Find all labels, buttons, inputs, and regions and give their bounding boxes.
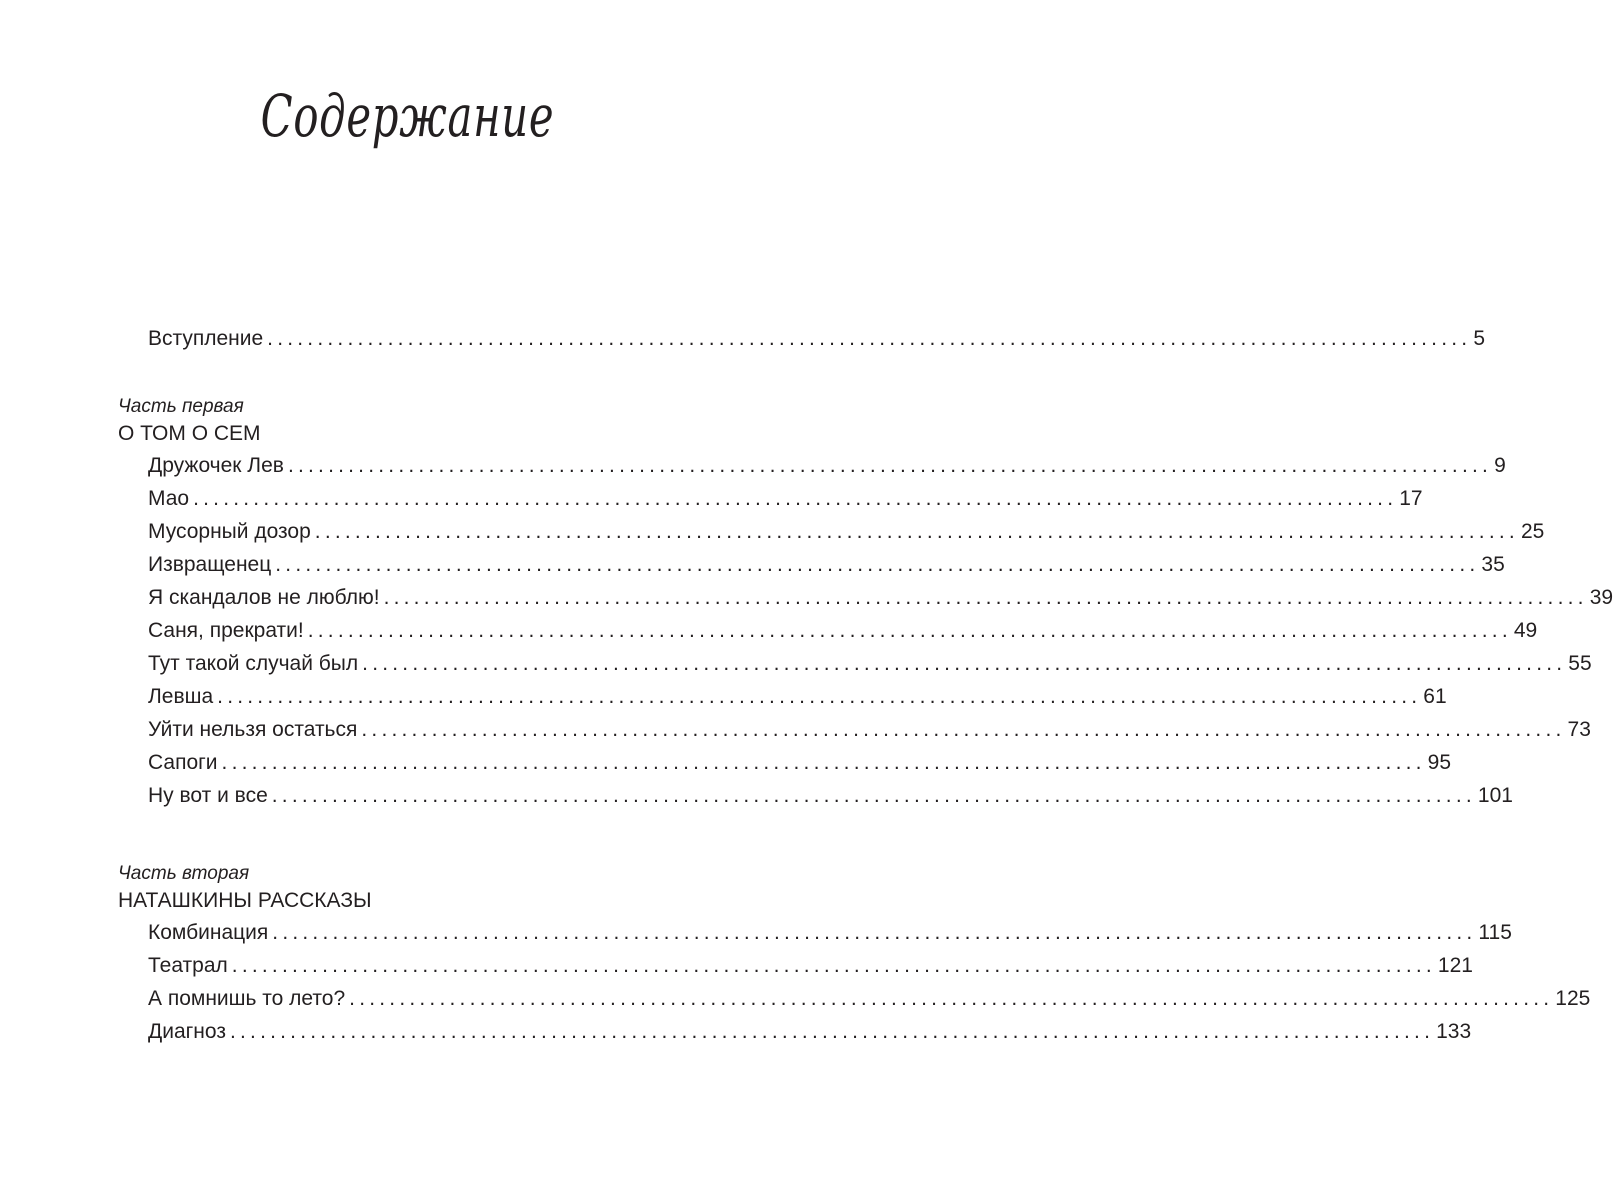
toc-entry-page: 25	[1520, 520, 1545, 543]
toc-entry-page: 95	[1427, 751, 1452, 774]
toc-entry[interactable]	[148, 713, 1591, 746]
toc-entry-page: 39	[1589, 586, 1613, 609]
toc-entry-label: Сапоги	[148, 751, 218, 774]
dot-leader: ........................................................................................................................	[231, 954, 1436, 977]
toc-entry[interactable]	[148, 680, 1447, 713]
part-title: НАТАШКИНЫ РАССКАЗЫ	[118, 889, 372, 912]
toc-entry-label: А помнишь то лето?	[148, 987, 346, 1010]
toc-entry[interactable]	[148, 515, 1545, 548]
part-entries	[118, 916, 1591, 1048]
toc-entry-page: 121	[1437, 954, 1473, 977]
toc-entry[interactable]	[148, 982, 1591, 1015]
dot-leader: ........................................................................................................................	[349, 987, 1554, 1010]
toc-entry-page: 5	[1473, 327, 1485, 350]
toc-entry-label: Левша	[148, 685, 214, 708]
toc-entry-label: Извращенец	[148, 553, 272, 576]
dot-leader: ........................................................................................................................	[229, 1020, 1435, 1043]
toc-entry[interactable]	[148, 647, 1592, 680]
part-label: Часть вторая	[118, 863, 250, 884]
toc-entry[interactable]	[148, 949, 1473, 982]
dot-leader: ........................................................................................................................	[314, 520, 1519, 543]
toc-entry-label: Мусорный дозор	[148, 520, 311, 543]
dot-leader: ........................................................................................................................	[193, 487, 1398, 510]
dot-leader: ........................................................................................................................	[272, 921, 1477, 944]
toc-entry-page: 17	[1399, 487, 1423, 510]
toc-entry[interactable]	[148, 482, 1423, 515]
dot-leader: ........................................................................................................................	[361, 718, 1566, 741]
toc-entry-label: Мао	[148, 487, 190, 510]
toc-entry[interactable]	[148, 449, 1506, 482]
toc-entry-intro[interactable]	[148, 322, 1485, 355]
page-title: Содержание	[260, 82, 555, 150]
part-label: Часть первая	[118, 396, 244, 417]
toc-entry[interactable]	[148, 779, 1513, 812]
toc-entry-page: 9	[1494, 454, 1506, 477]
dot-leader: ........................................................................................................................	[362, 652, 1567, 675]
toc-entry-label: Театрал	[148, 954, 228, 977]
dot-leader: ........................................................................................................................	[217, 685, 1422, 708]
toc-entry-label: Тут такой случай был	[148, 652, 359, 675]
toc-entry-page: 101	[1477, 784, 1513, 807]
dot-leader: ........................................................................................................................	[275, 553, 1480, 576]
toc-entry-label: Саня, прекрати!	[148, 619, 304, 642]
toc-entry-page: 61	[1423, 685, 1447, 708]
toc-entry-page: 115	[1478, 921, 1512, 944]
toc-entry[interactable]	[148, 581, 1613, 614]
dot-leader: ........................................................................................................................	[307, 619, 1512, 642]
toc-entry-label: Комбинация	[148, 921, 269, 944]
toc-entry-label: Уйти нельзя остаться	[148, 718, 358, 741]
toc-part-2	[118, 862, 1591, 1048]
toc-entry-label: Вступление	[148, 327, 264, 350]
toc-entry-page: 73	[1567, 718, 1591, 741]
dot-leader: ........................................................................................................................	[383, 586, 1588, 609]
toc-entry-label: Дружочек Лев	[148, 454, 284, 477]
dot-leader: ........................................................................................................................	[221, 751, 1426, 774]
part-title: О ТОМ О СЕМ	[118, 422, 261, 445]
toc-entry-page: 49	[1513, 619, 1538, 642]
toc-entry[interactable]	[148, 916, 1512, 949]
dot-leader: ........................................................................................................................	[271, 784, 1476, 807]
toc-entry-page: 133	[1436, 1020, 1472, 1043]
dot-leader: ........................................................................................................................	[267, 327, 1472, 350]
toc-entry[interactable]	[148, 548, 1505, 581]
toc-part-1	[118, 395, 1613, 812]
table-of-contents	[118, 322, 1613, 1048]
toc-entry-label: Диагноз	[148, 1020, 226, 1043]
toc-entry-page: 125	[1555, 987, 1591, 1010]
toc-entry-label: Я скандалов не люблю!	[148, 586, 380, 609]
toc-entry-page: 55	[1568, 652, 1592, 675]
part-entries	[118, 449, 1613, 812]
toc-entry-page: 35	[1481, 553, 1505, 576]
toc-entry[interactable]	[148, 614, 1538, 647]
dot-leader: ........................................................................................................................	[287, 454, 1493, 477]
toc-entry-label: Ну вот и все	[148, 784, 268, 807]
toc-entry[interactable]	[148, 746, 1452, 779]
toc-entry[interactable]	[148, 1015, 1472, 1048]
